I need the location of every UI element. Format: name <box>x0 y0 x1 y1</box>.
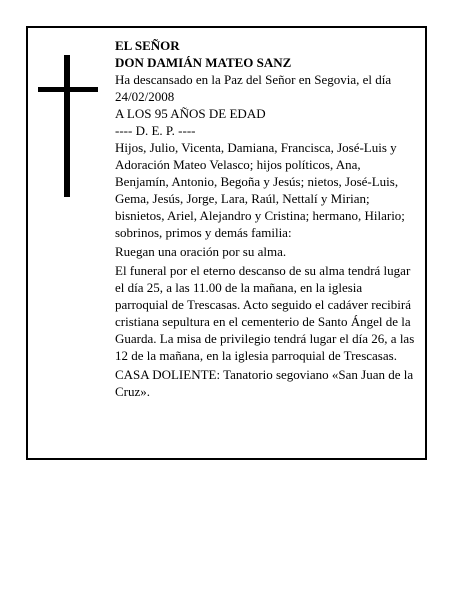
funeral-details: El funeral por el eterno descanso de su alma tendrá lugar el día 25, a las 11.00 de la mañana, en la iglesia parroquial de Trescasas. Acto seguido el cadáver recibirá cristiana sepultura en el cementerio de Santo Ángel de la Guarda. La misa de privilegio tendrá lugar el día 26, a las 12 de la mañana, en la iglesia parroquial de Trescasas. <box>115 263 415 363</box>
family-list: Hijos, Julio, Vicenta, Damiana, Francisca, José-Luis y Adoración Mateo Velasco; hijos políticos, Ana, Benjamín, Antonio, Begoña y Jesús; nietos, José-Luis, Gema, Jesús, Jorge, Lara, Raúl, Nettalí y Mirian; bisnietos, Ariel, Alejandro y Cristina; hermano, Hilario; sobrinos, primos y demás familia: <box>115 140 405 240</box>
dep-line: ---- D. E. P. ---- <box>115 123 196 138</box>
rest-statement: Ha descansado en la Paz del Señor en Segovia, el día 24/02/2008 <box>115 72 392 104</box>
mourning-house: CASA DOLIENTE: Tanatorio segoviano «San Juan de la Cruz». <box>115 367 414 399</box>
age-line: A LOS 95 AÑOS DE EDAD <box>115 106 266 121</box>
obituary-text <box>115 37 417 400</box>
cross-icon <box>38 55 98 197</box>
cross-horizontal-bar <box>38 87 98 92</box>
cross-vertical-bar <box>64 55 70 197</box>
notice-title: EL SEÑOR <box>115 38 180 53</box>
prayer-request: Ruegan una oración por su alma. <box>115 244 287 259</box>
deceased-name: DON DAMIÁN MATEO SANZ <box>115 55 292 70</box>
